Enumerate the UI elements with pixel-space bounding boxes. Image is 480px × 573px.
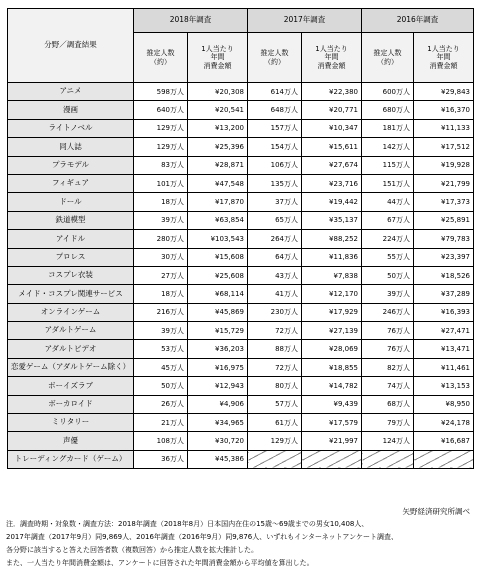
cell-pop-2017: 61万人 xyxy=(248,414,302,432)
cell-spend-2018: ¥12,943 xyxy=(188,377,248,395)
table-row xyxy=(8,101,474,119)
row-category: 声優 xyxy=(8,432,134,450)
cell-pop-2016: 151万人 xyxy=(362,174,414,192)
year-header-2017: 2017年調査 xyxy=(248,9,362,33)
cell-pop-2016: 224万人 xyxy=(362,230,414,248)
cell-pop-2016: 600万人 xyxy=(362,83,414,101)
cell-pop-2016: 82万人 xyxy=(362,358,414,376)
cell-pop-2016: 246万人 xyxy=(362,303,414,321)
cell-pop-2017: 41万人 xyxy=(248,285,302,303)
table-row xyxy=(8,322,474,340)
table-row xyxy=(8,119,474,137)
row-category: コスプレ衣装 xyxy=(8,266,134,284)
cell-spend-2017: ¥11,836 xyxy=(302,248,362,266)
cell-spend-2016: ¥23,397 xyxy=(414,248,474,266)
cell-spend-2018: ¥28,871 xyxy=(188,156,248,174)
cell-pop-2016: 39万人 xyxy=(362,285,414,303)
cell-spend-2018: ¥45,386 xyxy=(188,450,248,468)
footnote xyxy=(6,518,474,570)
cell-pop-2016: 680万人 xyxy=(362,101,414,119)
cell-spend-2016: ¥19,928 xyxy=(414,156,474,174)
cell-pop-2017: 230万人 xyxy=(248,303,302,321)
cell-pop-2016: 55万人 xyxy=(362,248,414,266)
cell-pop-2016: 79万人 xyxy=(362,414,414,432)
cell-spend-2018: ¥47,548 xyxy=(188,174,248,192)
cell-spend-2018: ¥15,729 xyxy=(188,322,248,340)
row-category: アダルトゲーム xyxy=(8,322,134,340)
table-row xyxy=(8,193,474,211)
cell-spend-2018: ¥103,543 xyxy=(188,230,248,248)
cell-spend-2016: ¥16,687 xyxy=(414,432,474,450)
cell-spend-2018: ¥25,608 xyxy=(188,266,248,284)
cell-pop-2018: 21万人 xyxy=(134,414,188,432)
row-category: 恋愛ゲーム（アダルトゲーム除く） xyxy=(8,358,134,376)
cell-pop-2017: 64万人 xyxy=(248,248,302,266)
cell-pop-2016: 124万人 xyxy=(362,432,414,450)
cell-spend-2016: ¥13,153 xyxy=(414,377,474,395)
cell-pop-2016: 67万人 xyxy=(362,211,414,229)
row-category: ドール xyxy=(8,193,134,211)
cell-spend-2016: ¥11,133 xyxy=(414,119,474,137)
cell-pop-2016: 50万人 xyxy=(362,266,414,284)
cell-pop-2018: 50万人 xyxy=(134,377,188,395)
cell-spend-2018: ¥13,200 xyxy=(188,119,248,137)
cell-pop-2016: 74万人 xyxy=(362,377,414,395)
table-row xyxy=(8,156,474,174)
cell-spend-2018: ¥15,608 xyxy=(188,248,248,266)
cell-pop-2017: 88万人 xyxy=(248,340,302,358)
table-row xyxy=(8,211,474,229)
table-row xyxy=(8,358,474,376)
cell-spend-2017: ¥27,674 xyxy=(302,156,362,174)
cell-spend-2017: ¥10,347 xyxy=(302,119,362,137)
cell-pop-2018: 108万人 xyxy=(134,432,188,450)
cell-spend-2016: ¥16,370 xyxy=(414,101,474,119)
cell-spend-2018: ¥68,114 xyxy=(188,285,248,303)
cell-spend-2017: ¥20,771 xyxy=(302,101,362,119)
cell-spend-2016: ¥27,471 xyxy=(414,322,474,340)
cell-pop-2016: 76万人 xyxy=(362,340,414,358)
footnote-line: 注．調査時期・対象数・調査方法：2018年調査（2018年8月）日本国内在住の15歳～69歳までの男女10,408人、 xyxy=(6,520,369,528)
cell-spend-2017: ¥17,929 xyxy=(302,303,362,321)
row-category: ライトノベル xyxy=(8,119,134,137)
cell-spend-2018: ¥36,203 xyxy=(188,340,248,358)
cell-spend-2017: ¥23,716 xyxy=(302,174,362,192)
cell-spend-2016: ¥11,461 xyxy=(414,358,474,376)
table-row xyxy=(8,138,474,156)
cell-pop-2018: 640万人 xyxy=(134,101,188,119)
cell-spend-2017: ¥21,997 xyxy=(302,432,362,450)
footnote-line: 各分野に該当すると答えた回答者数（複数回答）から推定人数を拡大推計した。 xyxy=(6,546,258,554)
cell-pop-2018: 27万人 xyxy=(134,266,188,284)
row-category: アニメ xyxy=(8,83,134,101)
cell-spend-2016: ¥25,891 xyxy=(414,211,474,229)
cell-pop-2018: 83万人 xyxy=(134,156,188,174)
cell-spend-2018: ¥45,869 xyxy=(188,303,248,321)
row-category: 同人誌 xyxy=(8,138,134,156)
cell-pop-2016: 142万人 xyxy=(362,138,414,156)
cell-pop-2016: 181万人 xyxy=(362,119,414,137)
cell-spend-2017: ¥22,380 xyxy=(302,83,362,101)
cell-spend-2016: ¥18,526 xyxy=(414,266,474,284)
cell-spend-2017: ¥28,069 xyxy=(302,340,362,358)
row-category: ボーカロイド xyxy=(8,395,134,413)
cell-spend-2017: ¥9,439 xyxy=(302,395,362,413)
cell-pop-2018: 45万人 xyxy=(134,358,188,376)
table-row xyxy=(8,432,474,450)
cell-pop-2018: 53万人 xyxy=(134,340,188,358)
row-category: 漫画 xyxy=(8,101,134,119)
table-row xyxy=(8,230,474,248)
cell-spend-2017: ¥12,170 xyxy=(302,285,362,303)
spend-header-2016: 1人当たり 年間 消費金額 xyxy=(414,33,474,83)
cell-pop-2018: 129万人 xyxy=(134,119,188,137)
cell-spend-2018: ¥25,396 xyxy=(188,138,248,156)
cell-spend-2016: ¥79,783 xyxy=(414,230,474,248)
table-row xyxy=(8,303,474,321)
cell-pop-2016: 44万人 xyxy=(362,193,414,211)
pop-header-2017: 推定人数 （約） xyxy=(248,33,302,83)
cell-spend-2017: ¥35,137 xyxy=(302,211,362,229)
row-category: プロレス xyxy=(8,248,134,266)
table-row xyxy=(8,248,474,266)
row-category: ボーイズラブ xyxy=(8,377,134,395)
cell-pop-2017: 37万人 xyxy=(248,193,302,211)
cell-pop-2018: 216万人 xyxy=(134,303,188,321)
cell-pop-2018: 39万人 xyxy=(134,322,188,340)
row-category: アイドル xyxy=(8,230,134,248)
cell-pop-2017: 65万人 xyxy=(248,211,302,229)
cell-spend-2018: ¥34,965 xyxy=(188,414,248,432)
footnote-line: 2017年調査（2017年9月）同9,869人、2016年調査（2016年9月）同9,876人、いずれもインターネットアンケート調査、 xyxy=(6,533,398,541)
row-category: フィギュア xyxy=(8,174,134,192)
source-note: 矢野経済研究所調べ xyxy=(402,507,470,516)
cell-spend-2017: ¥19,442 xyxy=(302,193,362,211)
pop-header-2016: 推定人数 （約） xyxy=(362,33,414,83)
table-row xyxy=(8,414,474,432)
spend-header-2017: 1人当たり 年間 消費金額 xyxy=(302,33,362,83)
row-category: メイド・コスプレ関連サービス xyxy=(8,285,134,303)
cell-spend-2018: ¥63,854 xyxy=(188,211,248,229)
table-row xyxy=(8,377,474,395)
table-row xyxy=(8,285,474,303)
cell-pop-2017: 614万人 xyxy=(248,83,302,101)
cell-pop-2018: 26万人 xyxy=(134,395,188,413)
empty-cell xyxy=(414,450,474,468)
cell-spend-2018: ¥20,541 xyxy=(188,101,248,119)
table-row xyxy=(8,450,474,468)
cell-spend-2017: ¥15,611 xyxy=(302,138,362,156)
cell-pop-2017: 72万人 xyxy=(248,358,302,376)
empty-cell xyxy=(302,450,362,468)
cell-pop-2017: 264万人 xyxy=(248,230,302,248)
cell-pop-2017: 135万人 xyxy=(248,174,302,192)
row-category: アダルトビデオ xyxy=(8,340,134,358)
cell-pop-2016: 76万人 xyxy=(362,322,414,340)
cell-spend-2018: ¥16,975 xyxy=(188,358,248,376)
year-header-2018: 2018年調査 xyxy=(134,9,248,33)
cell-spend-2016: ¥21,799 xyxy=(414,174,474,192)
row-category: 鉄道模型 xyxy=(8,211,134,229)
cell-spend-2017: ¥17,579 xyxy=(302,414,362,432)
row-category: ミリタリー xyxy=(8,414,134,432)
cell-pop-2017: 129万人 xyxy=(248,432,302,450)
cell-spend-2016: ¥17,512 xyxy=(414,138,474,156)
cell-pop-2018: 598万人 xyxy=(134,83,188,101)
cell-spend-2017: ¥88,252 xyxy=(302,230,362,248)
cell-pop-2018: 39万人 xyxy=(134,211,188,229)
cell-pop-2017: 57万人 xyxy=(248,395,302,413)
cell-pop-2017: 106万人 xyxy=(248,156,302,174)
cell-pop-2017: 43万人 xyxy=(248,266,302,284)
cell-spend-2018: ¥4,906 xyxy=(188,395,248,413)
cell-pop-2018: 36万人 xyxy=(134,450,188,468)
cell-pop-2016: 68万人 xyxy=(362,395,414,413)
pop-header-2018: 推定人数 （約） xyxy=(134,33,188,83)
table-row xyxy=(8,174,474,192)
row-category: オンラインゲーム xyxy=(8,303,134,321)
cell-spend-2017: ¥7,838 xyxy=(302,266,362,284)
cell-spend-2017: ¥14,782 xyxy=(302,377,362,395)
cell-spend-2017: ¥27,139 xyxy=(302,322,362,340)
cell-pop-2018: 129万人 xyxy=(134,138,188,156)
empty-cell xyxy=(248,450,302,468)
cell-spend-2016: ¥13,471 xyxy=(414,340,474,358)
cell-spend-2016: ¥37,289 xyxy=(414,285,474,303)
cell-spend-2016: ¥17,373 xyxy=(414,193,474,211)
cell-spend-2018: ¥30,720 xyxy=(188,432,248,450)
cell-pop-2017: 80万人 xyxy=(248,377,302,395)
empty-cell xyxy=(362,450,414,468)
cell-spend-2016: ¥24,178 xyxy=(414,414,474,432)
table-row xyxy=(8,340,474,358)
row-category: トレーディングカード（ゲーム） xyxy=(8,450,134,468)
cell-pop-2017: 154万人 xyxy=(248,138,302,156)
table-row xyxy=(8,395,474,413)
cell-pop-2018: 30万人 xyxy=(134,248,188,266)
cell-pop-2017: 72万人 xyxy=(248,322,302,340)
cell-pop-2018: 280万人 xyxy=(134,230,188,248)
row-category: プラモデル xyxy=(8,156,134,174)
cell-spend-2016: ¥8,950 xyxy=(414,395,474,413)
footnote-line: また、一人当たり年間消費金額は、アンケートに回答された年間消費金額から平均値を算出した。 xyxy=(6,559,314,567)
cell-spend-2017: ¥18,855 xyxy=(302,358,362,376)
cell-pop-2018: 101万人 xyxy=(134,174,188,192)
cell-spend-2016: ¥16,393 xyxy=(414,303,474,321)
cell-pop-2016: 115万人 xyxy=(362,156,414,174)
cell-pop-2017: 157万人 xyxy=(248,119,302,137)
year-header-2016: 2016年調査 xyxy=(362,9,474,33)
table-row xyxy=(8,83,474,101)
cell-pop-2017: 648万人 xyxy=(248,101,302,119)
spend-header-2018: 1人当たり 年間 消費金額 xyxy=(188,33,248,83)
otaku-market-table xyxy=(7,8,474,469)
cell-spend-2016: ¥29,843 xyxy=(414,83,474,101)
cell-pop-2018: 18万人 xyxy=(134,193,188,211)
cell-pop-2018: 18万人 xyxy=(134,285,188,303)
category-header: 分野／調査結果 xyxy=(8,9,134,83)
cell-spend-2018: ¥20,308 xyxy=(188,83,248,101)
table-row xyxy=(8,266,474,284)
cell-spend-2018: ¥17,870 xyxy=(188,193,248,211)
